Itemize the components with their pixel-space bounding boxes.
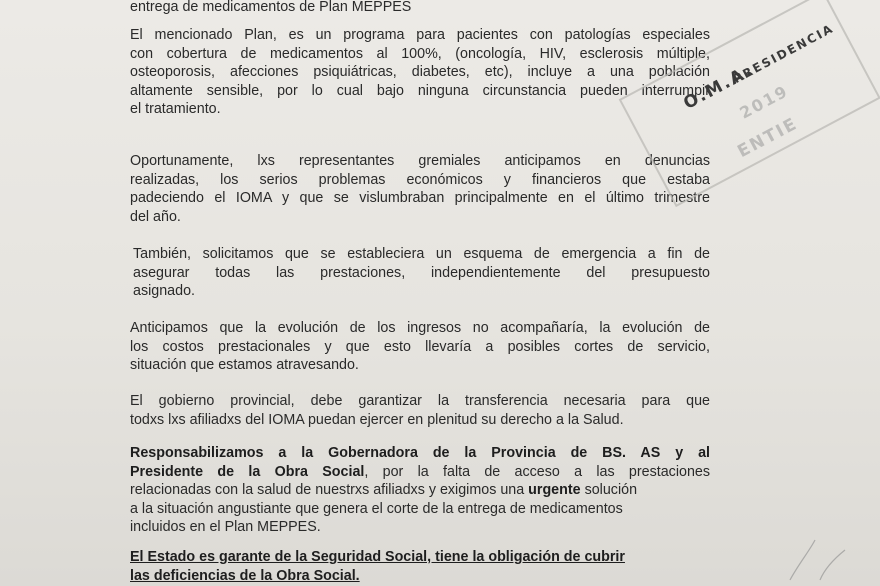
bold-underline-text: El Estado es garante de la Seguridad Social, tiene la obligación de cubrir <box>130 549 625 565</box>
text-line: osteoporosis, afecciones psiquiátricas, diabetes, etc), incluye a una población <box>130 64 710 80</box>
text-line <box>130 548 710 567</box>
text-line: todxs lxs afiliadxs del IOMA puedan ejercer en plenitud su derecho a la Salud. <box>130 411 624 428</box>
text-line: asegurar todas las prestaciones, independientemente del presupuesto <box>133 264 710 281</box>
paragraph-plan <box>130 26 710 119</box>
paragraph-tambien <box>133 245 710 301</box>
text-line <box>130 481 710 500</box>
text-span: , por la falta de acceso a las prestaciones <box>364 463 710 480</box>
paragraph-gobierno <box>130 392 710 429</box>
text-line <box>130 444 710 463</box>
stamp-dept: PRESIDENCIA <box>730 21 837 87</box>
text-line: el tratamiento. <box>130 101 221 117</box>
text-line: También, solicitamos que se estableciera un esquema de emergencia a fin de <box>133 246 710 262</box>
text-line: padeciendo el IOMA y que se vislumbraban principalmente en el último trimestre <box>130 190 710 206</box>
text-line <box>130 463 710 482</box>
paragraph-estado <box>130 548 710 585</box>
stamp-org: O.M.A. <box>680 60 757 114</box>
bold-text: Presidente de la Obra Social <box>130 463 365 480</box>
paragraph-responsabilizamos <box>130 444 710 537</box>
bold-text: urgente <box>528 482 581 498</box>
text-line: El mencionado Plan, es un programa para pacientes con patologías especiales <box>130 27 710 43</box>
text-line: asignado. <box>133 283 196 299</box>
bold-underline-text: las deficiencias de la Obra Social. <box>130 567 360 584</box>
paragraph-anticipamos <box>130 319 710 375</box>
text-line: altamente sensible, por lo cual bajo ninguna circunstancia pueden interrumpir <box>130 82 710 99</box>
text-span: solución <box>580 482 638 498</box>
text-line: del año. <box>130 208 181 225</box>
text-line: Anticipamos que la evolución de los ingresos no acompañaría, la evolución de <box>130 320 710 336</box>
text-line: entrega de medicamentos de Plan MEPPES <box>130 0 412 15</box>
text-line: El gobierno provincial, debe garantizar la transferencia necesaria para que <box>130 393 710 409</box>
text-line: los costos prestacionales y que esto llevaría a posibles cortes de servicio, <box>130 338 710 355</box>
text-line: realizadas, los serios problemas económicos y financieros que estaba <box>130 171 710 188</box>
text-line: incluidos en el Plan MEPPES. <box>130 519 321 535</box>
stamp-year: 2019 <box>736 81 792 123</box>
paragraph-oportunamente <box>130 152 710 226</box>
text-line: con cobertura de medicamentos al 100%, (oncología, HIV, esclerosis múltiple, <box>130 45 710 62</box>
stamp-bottom: ENTIE <box>734 113 802 163</box>
text-line: Oportunamente, lxs representantes gremiales anticipamos en denuncias <box>130 153 710 169</box>
bold-text: Responsabilizamos a la Gobernadora de la Provincia de BS. AS y al <box>130 445 710 461</box>
text-line <box>130 567 710 586</box>
text-line: situación que estamos atravesando. <box>130 357 359 373</box>
text-line: a la situación angustiante que genera el corte de la entrega de medicamentos <box>130 500 623 517</box>
text-span: relacionadas con la salud de nuestrxs afiliadxs y exigimos una <box>130 482 529 498</box>
